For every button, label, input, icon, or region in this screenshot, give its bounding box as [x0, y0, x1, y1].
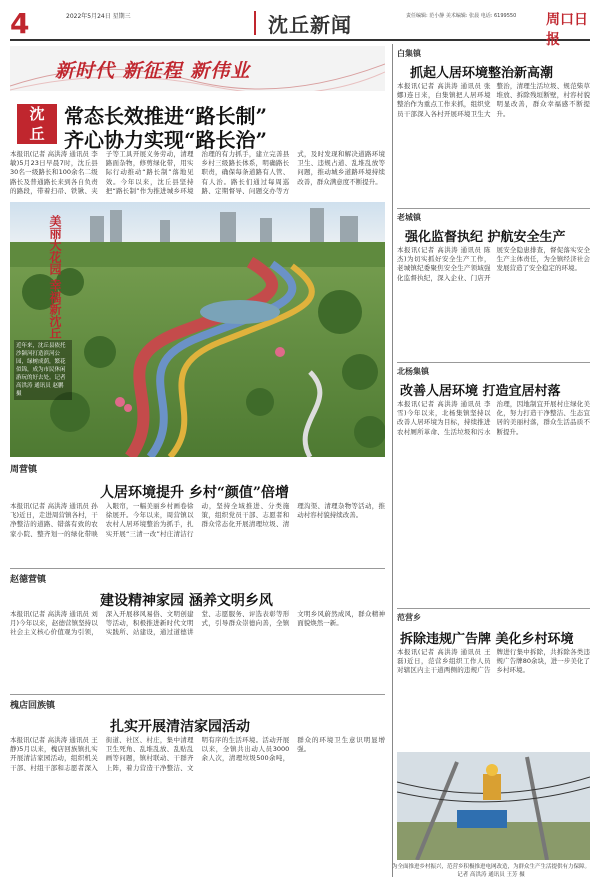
- editors-line: 责任编辑: 范小静 美术编辑: 张晨 电话: 6199550: [406, 13, 517, 19]
- feature-vertical-title: 美丽大花园 幸福新沈丘: [48, 215, 62, 340]
- r4-headline: 拆除违规广告牌 美化乡村环境: [400, 632, 574, 647]
- lead-body: 本报讯(记者 高洪涛 通讯员 李 敏)5月23日早晨7时，沈丘县30名一级路长和100余名二级路长及普通路长来到各自负责的路段，带着扫帚、铁锹、夹子等工具开展义务劳动，清理路面杂物，修剪绿化带，用实际行动推动“路长制”落地见效。今年以来，沈丘县坚持把“路长制”作为推进城乡环境治理的有力抓手，建立完善县乡村三级路长体系，明确路长职责，确保每条道路有人管、有人治。路长们通过每周巡路、定期督导、问题交办等方式，及时发现和解决道路环境卫生、违规占道、乱堆乱放等问题，推动城乡道路环境持续改善，群众满意度不断提升。: [10, 150, 385, 195]
- story3-body: 本报讯(记者 高洪涛 通讯员 刘 月)今年以来，赵德营镇坚持以社会主义核心价值观为引领，深入开展移风易俗、文明创建等活动，积极推进新时代文明实践所、站建设，通过道德讲堂、志愿服务、评选表彰等形式，引导群众崇德向善，全镇文明乡风蔚然成风，群众精神面貌焕然一新。: [10, 610, 385, 637]
- power-line-illustration: [397, 752, 590, 860]
- story3-headline: 建设精神家园 涵养文明乡风: [100, 593, 273, 609]
- r3-headline: 改善人居环境 打造宜居村落: [400, 384, 561, 399]
- r2-kicker: 老城镇: [397, 212, 421, 222]
- r3-body: 本报讯(记者 高洪涛 通讯员 李 雪)今年以来，北杨集镇坚持以改善人居环境为目标，持续推进农村厕所革命、生活垃圾和污水治理，因地制宜开展村庄绿化美化，努力打造干净整洁、生态宜居的美丽村落，群众生活品质不断提升。: [397, 400, 590, 436]
- page-number: 4: [10, 7, 30, 40]
- r2-headline: 强化监督执纪 护航安全生产: [405, 230, 566, 245]
- story3-kicker: 赵德营镇: [10, 575, 47, 585]
- r4-kicker: 范营乡: [397, 612, 421, 622]
- r3-kicker: 北杨集镇: [397, 366, 429, 376]
- lead-headline-1: 常态长效推进“路长制”: [64, 104, 268, 128]
- park-photo: [10, 202, 385, 457]
- paper-logo: 周口日报: [546, 12, 588, 48]
- lead-headline-2: 齐心协力实现“路长治”: [64, 128, 268, 152]
- r4-body: 本报讯(记者 高洪涛 通讯员 王 磊)近日，范营乡组织工作人员对辖区内主干道两侧的违规广告牌进行集中拆除，共拆除各类违规广告牌80余块，进一步美化了乡村环境。: [397, 648, 590, 675]
- r1-kicker: 白集镇: [397, 48, 421, 58]
- story4-headline: 扎实开展清洁家园活动: [110, 719, 250, 735]
- story2-headline: 人居环境提升 乡村“颜值”倍增: [100, 485, 289, 501]
- park-photo-illustration: [10, 202, 385, 457]
- story2-kicker: 周营镇: [10, 465, 38, 475]
- right-photo-caption: 为全面推进乡村振兴，范营乡积极推进电网改造，为群众生产生活提供有力保障。记者 高洪涛 通讯员 王芳 摄: [392, 864, 591, 878]
- r1-headline: 抓起人居环境整治新高潮: [410, 66, 554, 81]
- date-line: 2022年5月24日 星期三: [66, 13, 131, 20]
- story4-kicker: 槐店回族镇: [10, 701, 56, 711]
- divider: [10, 694, 385, 695]
- divider: [397, 362, 590, 363]
- power-line-photo: [397, 752, 590, 860]
- r1-body: 本报讯(记者 高洪涛 通讯员 张 娜)连日来，白集镇把人居环境整治作为重点工作来抓，组织党员干部深入各村开展环境卫生大整治，清理生活垃圾、规范柴草堆放、拆除残垣断壁，村容村貌明显改善，群众幸福感不断提升。: [397, 82, 590, 118]
- page-header: [10, 5, 590, 48]
- divider: [10, 568, 385, 569]
- r2-body: 本报讯(记者 高洪涛 通讯员 陈 杰)为切实抓好安全生产工作，老城镇纪委聚焦安全生产领域强化监督执纪，深入企业、门店开展安全隐患排查，督促落实安全生产主体责任，为全镇经济社会发展营造了安全稳定的环境。: [397, 246, 590, 282]
- slogan-text: 新时代 新征程 新伟业: [55, 60, 251, 82]
- story2-body: 本报讯(记者 高洪涛 通讯员 孙 飞)近日，走进周营镇各村，干净整洁的道路、错落有致的农家小院、整齐划一的绿化带映入眼帘，一幅美丽乡村画卷徐徐展开。今年以来，周营镇以农村人居环境整治为抓手，扎实开展“三清一改”村庄清洁行动，坚持全域推进、分类施策，组织党员干部、志愿者和群众常态化开展清理垃圾、清理沟渠、清理杂物等活动，推动村容村貌持续改善。: [10, 502, 385, 538]
- photo-caption: 近年来，沈丘县依托沙颍河打造滨河公园，绿树成荫，繁花似锦，成为市民休闲游玩的好去处。记者 高洪涛 通讯员 赵鹏 摄: [14, 340, 72, 400]
- section-title: 沈丘新闻: [268, 9, 352, 38]
- story4-body: 本报讯(记者 高洪涛 通讯员 王 静)5月以来，槐店回族镇扎实开展清洁家园活动，组织机关干部、村组干部和志愿者深入街道、社区、村庄，集中清理卫生死角、乱堆乱放、乱贴乱画等问题，镇村联动、干群齐上阵，着力营造干净整洁、文明有序的生活环境。活动开展以来，全镇共出动人员3000余人次，清理垃圾500余吨，群众的环境卫生意识明显增强。: [10, 736, 385, 772]
- divider: [397, 608, 590, 609]
- lead-badge: 沈丘: [17, 104, 57, 144]
- divider: [397, 208, 590, 209]
